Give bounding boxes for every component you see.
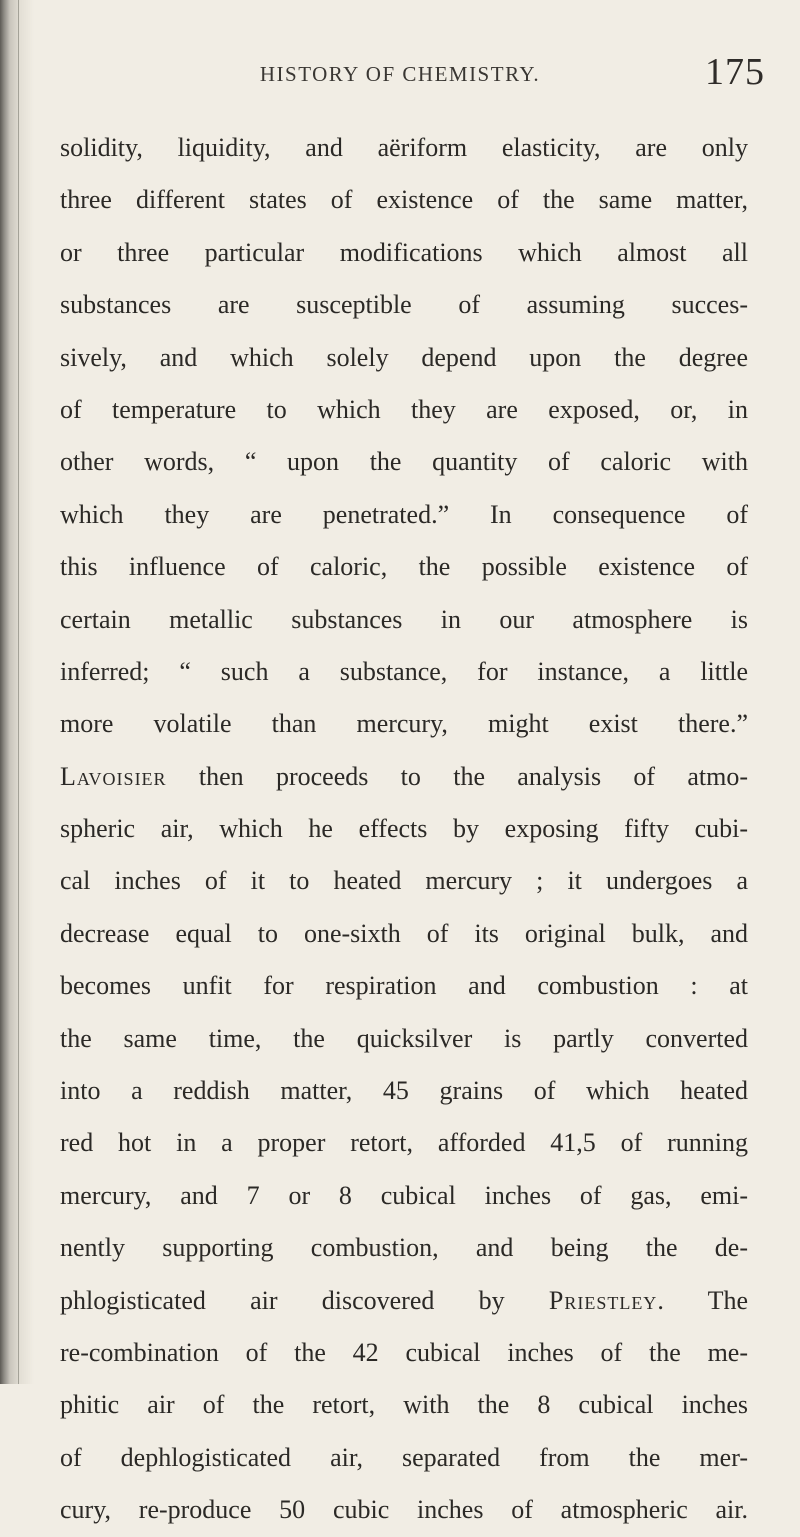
text-line xyxy=(60,1275,748,1327)
text-line: of dephlogisticated air, separated from the mer- xyxy=(60,1442,748,1472)
text-line: which they are penetrated.” In consequence of xyxy=(60,499,748,529)
text-line: decrease equal to one-sixth of its original bulk, and xyxy=(60,918,748,948)
text-line: cury, re-produce 50 cubic inches of atmospheric air. xyxy=(60,1495,748,1525)
text-line: certain metallic substances in our atmosphere is xyxy=(60,604,748,634)
text-line: mercury, and 7 or 8 cubical inches of gas, emi- xyxy=(60,1180,748,1210)
text-line: phitic air of the retort, with the 8 cubical inches xyxy=(60,1390,748,1420)
name-lavoisier: Lavoisier xyxy=(60,761,167,791)
name-priestley: Priestley xyxy=(548,1285,658,1315)
text-line: re-combination of the 42 cubical inches of the me- xyxy=(60,1337,748,1367)
text-line: inferred; “ such a substance, for instance, a little xyxy=(60,656,748,686)
text-line: or three particular modifications which almost all xyxy=(60,237,748,267)
text-line: nently supporting combustion, and being the de- xyxy=(60,1233,748,1263)
text-line xyxy=(60,751,748,803)
text-run: then proceeds to the analysis of atmo- xyxy=(166,761,748,791)
text-line: more volatile than mercury, might exist there.” xyxy=(60,709,748,739)
book-binding-edge xyxy=(0,0,34,1384)
text-line: this influence of caloric, the possible existence of xyxy=(60,552,748,582)
text-line: red hot in a proper retort, afforded 41,5 of running xyxy=(60,1128,748,1158)
text-line: into a reddish matter, 45 grains of which heated xyxy=(60,1076,748,1106)
text-line: sively, and which solely depend upon the degree xyxy=(60,342,748,372)
text-line: solidity, liquidity, and aëriform elasticity, are only xyxy=(60,133,748,162)
text-line: of temperature to which they are exposed, or, in xyxy=(60,394,748,424)
text-run: . The xyxy=(657,1285,749,1315)
page-body xyxy=(60,122,748,1537)
text-run: phlogisticated air discovered by xyxy=(60,1285,549,1315)
text-line: substances are susceptible of assuming succes- xyxy=(60,290,748,320)
text-line: other words, “ upon the quantity of caloric with xyxy=(60,447,748,477)
running-head: HISTORY OF CHEMISTRY. xyxy=(259,62,541,86)
binding-shadow-line xyxy=(18,0,19,1384)
page-number: 175 xyxy=(705,51,765,93)
text-line: cal inches of it to heated mercury ; it undergoes a xyxy=(60,866,748,896)
text-line: the same time, the quicksilver is partly converted xyxy=(60,1023,748,1053)
text-line: spheric air, which he effects by exposing fifty cubi- xyxy=(60,814,748,844)
text-line: three different states of existence of the same matter, xyxy=(60,185,748,215)
text-line: becomes unfit for respiration and combustion : at xyxy=(60,971,748,1001)
